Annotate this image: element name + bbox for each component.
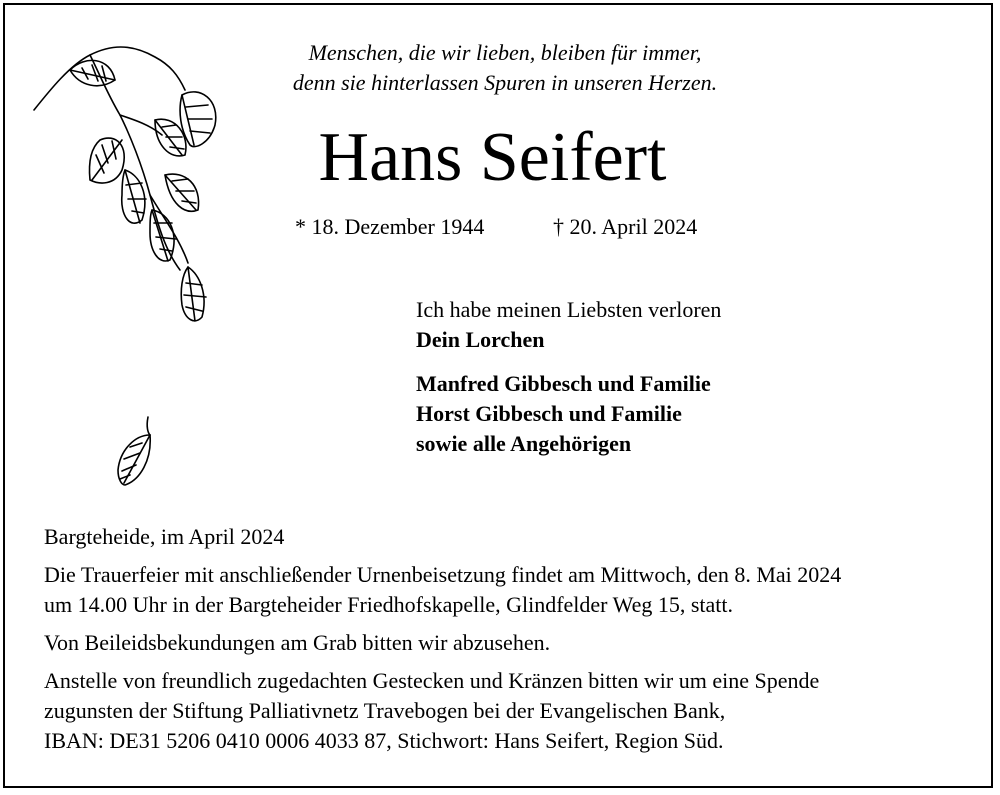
quote-line-1: Menschen, die wir lieben, bleiben für immer, (308, 40, 702, 65)
deceased-name: Hans Seifert (318, 119, 667, 196)
leaf-8 (181, 267, 206, 321)
birch-leaves-icon (30, 35, 250, 490)
birth-date: * 18. Dezember 1944 (295, 214, 485, 239)
mourners-block (416, 295, 721, 459)
quote-line-2: denn sie hinterlassen Spuren in unseren Herzen. (292, 70, 718, 95)
mourners-intro: Ich habe meinen Liebsten verloren (416, 297, 722, 322)
condolence-note: Von Beileidsbekundungen am Grab bitten wir abzusehen. (44, 630, 551, 655)
donation-line-2: zugunsten der Stiftung Palliativnetz Travebogen bei der Evangelischen Bank, (44, 698, 726, 723)
notice-details (44, 522, 841, 756)
place-date: Bargteheide, im April 2024 (44, 524, 285, 549)
family-line-2: Horst Gibbesch und Familie (416, 401, 682, 426)
ceremony-line-1: Die Trauerfeier mit anschließender Urnenbeisetzung findet am Mittwoch, den 8. Mai 2024 (44, 562, 842, 587)
donation-line-3: IBAN: DE31 5206 0410 0006 4033 87, Stichwort: Hans Seifert, Region Süd. (44, 728, 724, 753)
leaf-fallen (118, 417, 150, 485)
donation-line-1: Anstelle von freundlich zugedachten Gestecken und Kränzen bitten wir um eine Spende (44, 668, 820, 693)
memorial-quote (0, 38, 1000, 98)
death-date: † 20. April 2024 (553, 214, 698, 239)
family-line-1: Manfred Gibbesch und Familie (416, 371, 711, 396)
leaf-7 (150, 210, 176, 261)
family-line-3: sowie alle Angehörigen (416, 431, 632, 456)
mourners-signature: Dein Lorchen (416, 327, 545, 352)
ceremony-line-2: um 14.00 Uhr in der Bargteheider Friedhofskapelle, Glindfelder Weg 15, statt. (44, 592, 734, 617)
